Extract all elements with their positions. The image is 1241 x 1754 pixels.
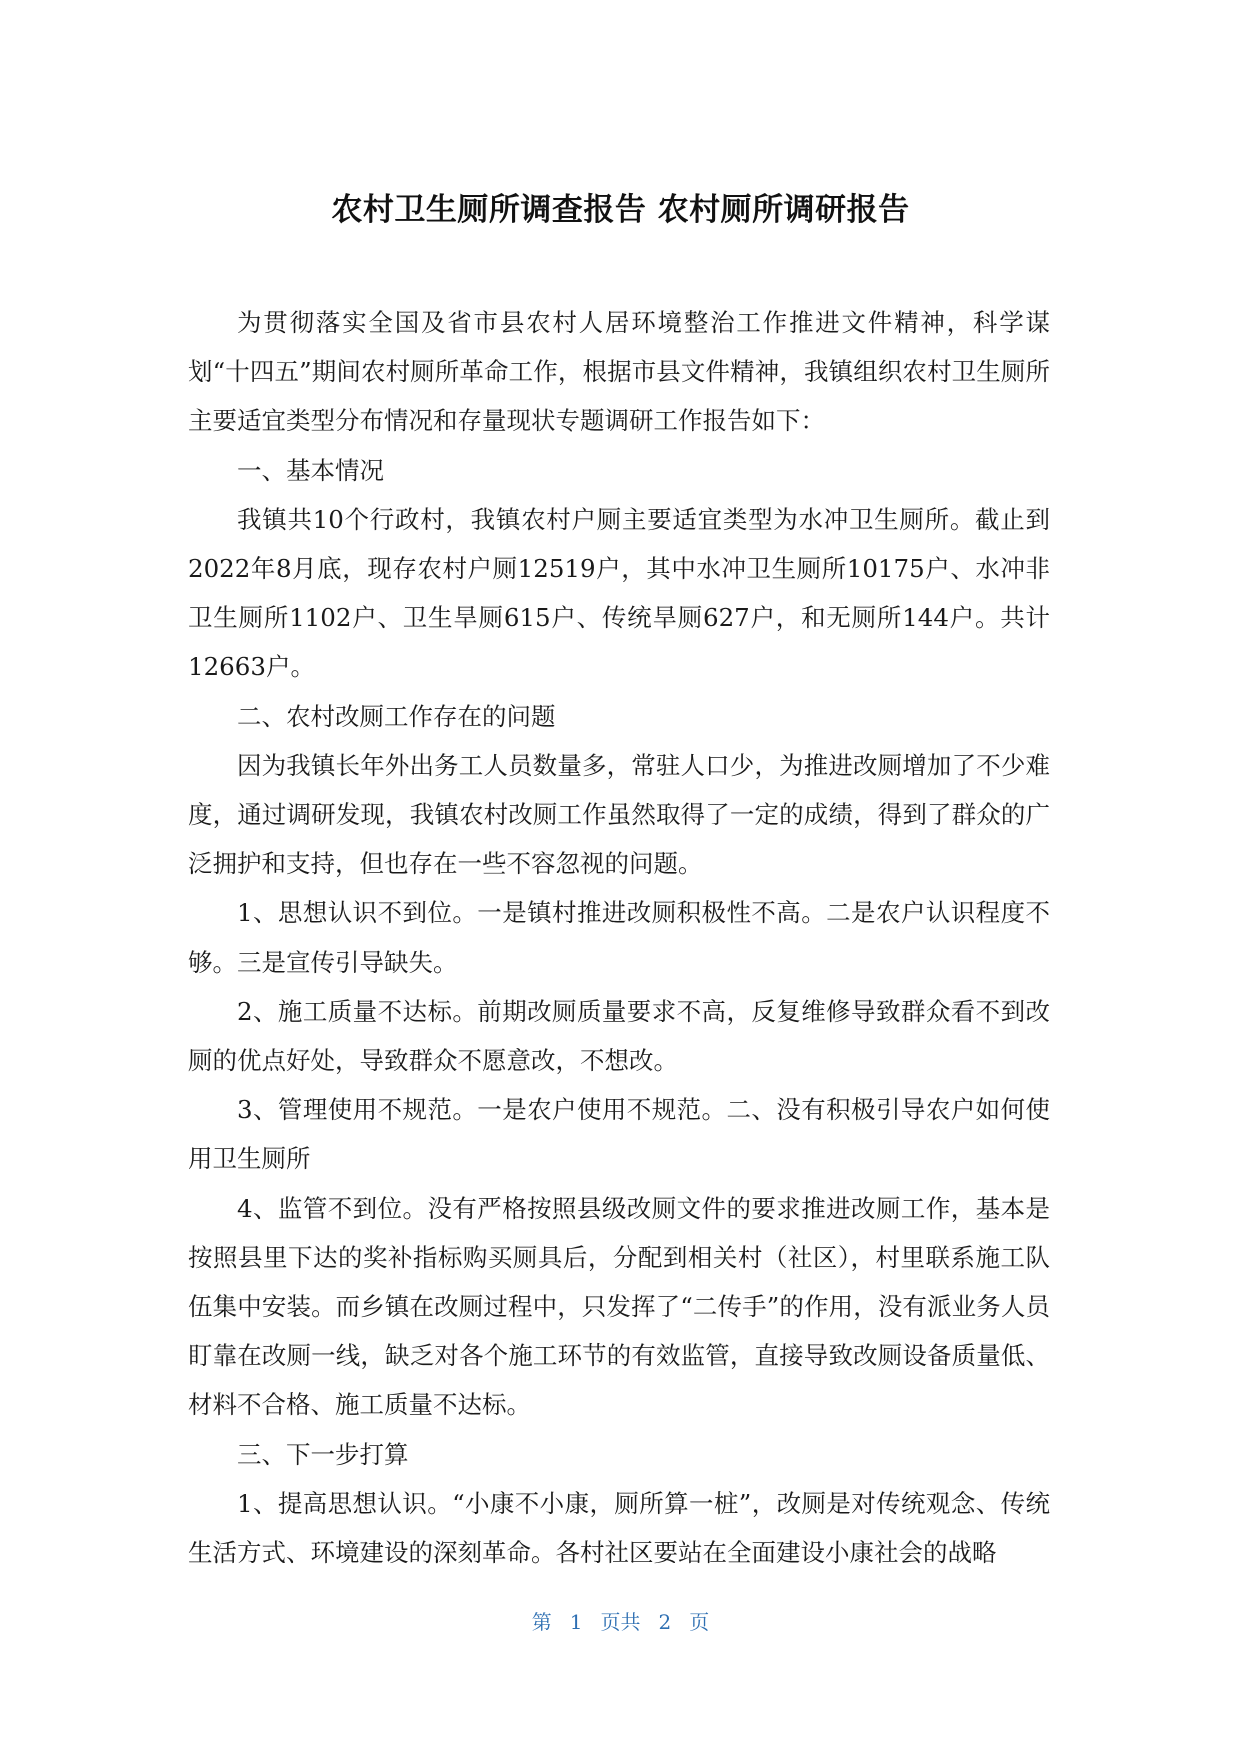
paragraph-problem-4: 4、监管不到位。没有严格按照县级改厕文件的要求推进改厕工作，基本是按照县里下达的奖补指标购买厕具后，分配到相关村（社区），村里联系施工队伍集中安装。而乡镇在改厕过程中，只发挥了“二传手”的作用，没有派业务人员盯靠在改厕一线，缺乏对各个施工环节的有效监管，直接导致改厕设备质量低、材料不合格、施工质量不达标。 <box>188 1193 1050 1420</box>
paragraph-problem-1: 1、思想认识不到位。一是镇村推进改厕积极性不高。二是农户认识程度不够。三是宣传引导缺失。 <box>188 898 1050 977</box>
document-body <box>188 298 1050 1577</box>
footer-suffix: 页 <box>689 1610 710 1634</box>
footer-middle: 页共 <box>600 1610 641 1634</box>
paragraph-intro: 为贯彻落实全国及省市县农村人居环境整治工作推进文件精神，科学谋划“十四五”期间农村厕所革命工作，根据市县文件精神，我镇组织农村卫生厕所主要适宜类型分布情况和存量现状专题调研工作报告如下： <box>188 308 1050 436</box>
page-footer <box>0 1608 1241 1636</box>
document-title: 农村卫生厕所调查报告 农村厕所调研报告 <box>331 192 910 228</box>
paragraph-problem-2: 2、施工质量不达标。前期改厕质量要求不高，反复维修导致群众看不到改厕的优点好处，导致群众不愿意改，不想改。 <box>188 996 1050 1076</box>
footer-total-pages: 2 <box>658 1610 672 1634</box>
section-heading-problems: 二、农村改厕工作存在的问题 <box>237 701 556 731</box>
paragraph-basic-situation: 我镇共10个行政村，我镇农村户厕主要适宜类型为水冲卫生厕所。截止到2022年8月底，现存农村户厕12519户，其中水冲卫生厕所10175户、水冲非卫生厕所1102户、卫生旱厕615户、传统旱厕627户，和无厕所144户。共计12663户。 <box>188 504 1050 682</box>
footer-prefix: 第 <box>531 1610 552 1634</box>
paragraph-next-step-1: 1、提高思想认识。“小康不小康，厕所算一桩”，改厕是对传统观念、传统生活方式、环境建设的深刻革命。各村社区要站在全面建设小康社会的战略 <box>188 1488 1050 1568</box>
paragraph-problems-intro: 因为我镇长年外出务工人员数量多，常驻人口少，为推进改厕增加了不少难度，通过调研发现，我镇农村改厕工作虽然取得了一定的成绩，得到了群众的广泛拥护和支持，但也存在一些不容忽视的问题。 <box>188 750 1050 879</box>
section-heading-next-steps: 三、下一步打算 <box>237 1439 409 1469</box>
paragraph-problem-3: 3、管理使用不规范。一是农户使用不规范。二、没有积极引导农户如何使用卫生厕所 <box>188 1095 1050 1174</box>
section-heading-basic: 一、基本情况 <box>237 455 384 485</box>
footer-current-page: 1 <box>569 1610 583 1634</box>
